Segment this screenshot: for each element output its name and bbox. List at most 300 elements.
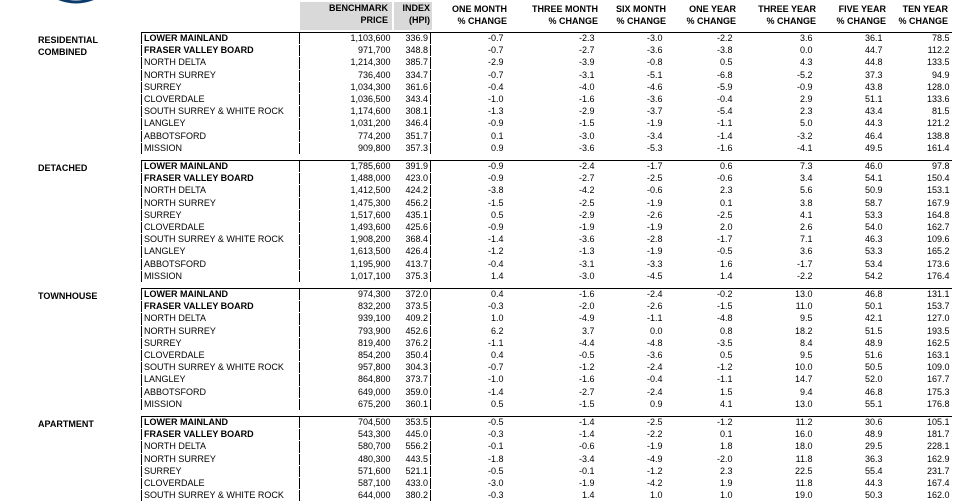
- area-name: CLOVERDALE: [142, 221, 300, 233]
- table-cell: -1.5: [506, 118, 597, 130]
- table-cell: 175.3: [885, 386, 952, 398]
- table-cell: -2.9: [506, 106, 597, 118]
- table-cell: 1,493,600: [300, 221, 393, 233]
- table-cell: 644,000: [300, 490, 393, 502]
- table-cell: 13.0: [735, 289, 815, 301]
- table-cell: 10.0: [735, 362, 815, 374]
- table-cell: 7.1: [735, 234, 815, 246]
- table-cell: 359.0: [393, 386, 431, 398]
- table-cell: -1.0: [431, 93, 506, 105]
- table-row: [142, 106, 952, 118]
- table-cell: -0.4: [431, 258, 506, 270]
- table-cell: 0.1: [665, 197, 735, 209]
- table-cell: 580,700: [300, 441, 393, 453]
- table-cell: 1.4: [506, 490, 597, 502]
- table-cell: 150.4: [885, 173, 952, 185]
- table-cell: 13.0: [735, 398, 815, 410]
- table-cell: 346.4: [393, 118, 431, 130]
- table-cell: -2.8: [597, 234, 665, 246]
- table-cell: 957,800: [300, 362, 393, 374]
- table-cell: -2.0: [506, 301, 597, 313]
- table-row: [142, 398, 952, 410]
- table-cell: -1.4: [431, 234, 506, 246]
- table-cell: -5.2: [735, 69, 815, 81]
- table-cell: -2.2: [735, 270, 815, 282]
- table-cell: -1.7: [735, 258, 815, 270]
- table-cell: 18.2: [735, 325, 815, 337]
- table-cell: -0.3: [431, 429, 506, 441]
- table-cell: 1,908,200: [300, 234, 393, 246]
- table-cell: 1,031,200: [300, 118, 393, 130]
- table-cell: -4.4: [506, 337, 597, 349]
- table-row: [142, 161, 952, 173]
- table-row: [142, 429, 952, 441]
- table-cell: -1.1: [431, 337, 506, 349]
- table-cell: 46.8: [815, 289, 885, 301]
- area-name: MISSION: [142, 270, 300, 282]
- table-cell: 1,517,600: [300, 209, 393, 221]
- table-cell: 228.1: [885, 441, 952, 453]
- table-cell: -0.7: [431, 362, 506, 374]
- table-row: [142, 349, 952, 361]
- table-row: [142, 221, 952, 233]
- table-cell: 167.4: [885, 477, 952, 489]
- table-cell: 2.3: [665, 465, 735, 477]
- table-cell: 131.1: [885, 289, 952, 301]
- table-cell: -0.6: [506, 441, 597, 453]
- table-cell: 9.5: [735, 349, 815, 361]
- table-cell: 456.2: [393, 197, 431, 209]
- table-cell: 109.0: [885, 362, 952, 374]
- table-cell: 3.7: [506, 325, 597, 337]
- table-cell: -3.8: [665, 45, 735, 57]
- table-cell: -5.1: [597, 69, 665, 81]
- section-label: APARTMENT: [38, 419, 94, 429]
- table-cell: 2.3: [735, 106, 815, 118]
- table-cell: 53.3: [815, 246, 885, 258]
- table-cell: -0.3: [431, 490, 506, 502]
- table-cell: 0.6: [665, 161, 735, 173]
- table-cell: -1.8: [431, 453, 506, 465]
- table-cell: 452.6: [393, 325, 431, 337]
- table-cell: 1.4: [431, 270, 506, 282]
- table-cell: 1.0: [431, 313, 506, 325]
- table-cell: 54.1: [815, 173, 885, 185]
- table-cell: 939,100: [300, 313, 393, 325]
- table-cell: -2.7: [506, 386, 597, 398]
- table-cell: 909,800: [300, 142, 393, 154]
- table-cell: 736,400: [300, 69, 393, 81]
- table-cell: 1,412,500: [300, 185, 393, 197]
- table-cell: -2.4: [597, 289, 665, 301]
- table-cell: 51.5: [815, 325, 885, 337]
- table-cell: -1.6: [506, 93, 597, 105]
- table-cell: 0.0: [735, 45, 815, 57]
- table-cell: -0.9: [431, 173, 506, 185]
- table-cell: 50.9: [815, 185, 885, 197]
- table-cell: -2.7: [506, 173, 597, 185]
- table-cell: 385.7: [393, 57, 431, 69]
- table-cell: -1.2: [597, 465, 665, 477]
- table-cell: 3.8: [735, 197, 815, 209]
- table-row: [142, 325, 952, 337]
- table-cell: -4.8: [665, 313, 735, 325]
- table-cell: -0.5: [665, 246, 735, 258]
- area-name: NORTH SURREY: [142, 453, 300, 465]
- table-cell: 3.4: [735, 173, 815, 185]
- table-row: [142, 185, 952, 197]
- table-cell: -4.2: [506, 185, 597, 197]
- table-cell: 373.5: [393, 301, 431, 313]
- table-row: [142, 45, 952, 57]
- table-cell: 55.1: [815, 398, 885, 410]
- table-row: [142, 313, 952, 325]
- table-cell: -0.9: [431, 118, 506, 130]
- table-cell: 181.7: [885, 429, 952, 441]
- table-cell: 51.6: [815, 349, 885, 361]
- table-cell: -0.6: [665, 173, 735, 185]
- table-cell: -1.6: [506, 374, 597, 386]
- table-cell: 1,174,600: [300, 106, 393, 118]
- table-cell: 8.4: [735, 337, 815, 349]
- table-cell: 153.7: [885, 301, 952, 313]
- table-cell: 864,800: [300, 374, 393, 386]
- table-cell: -2.5: [665, 209, 735, 221]
- table-row: [142, 453, 952, 465]
- table-cell: -3.0: [506, 270, 597, 282]
- table-cell: -3.1: [506, 69, 597, 81]
- table-cell: 424.2: [393, 185, 431, 197]
- area-name: MISSION: [142, 142, 300, 154]
- table-cell: 4.1: [665, 398, 735, 410]
- table-cell: -0.2: [665, 289, 735, 301]
- table-cell: 53.3: [815, 209, 885, 221]
- table-cell: 9.4: [735, 386, 815, 398]
- table-cell: 1.0: [665, 490, 735, 502]
- table-cell: -3.6: [597, 45, 665, 57]
- area-name: LOWER MAINLAND: [142, 289, 300, 301]
- col-header-one-year: ONE YEAR % CHANGE: [686, 4, 736, 26]
- table-cell: -3.2: [735, 130, 815, 142]
- benchmark-table: [141, 32, 952, 155]
- table-cell: 571,600: [300, 465, 393, 477]
- table-cell: 1,214,300: [300, 57, 393, 69]
- table-row: [142, 289, 952, 301]
- table-cell: -0.8: [597, 57, 665, 69]
- table-cell: -2.4: [506, 161, 597, 173]
- table-cell: -0.9: [431, 161, 506, 173]
- area-name: SOUTH SURREY & WHITE ROCK: [142, 362, 300, 374]
- area-name: LANGLEY: [142, 246, 300, 258]
- table-cell: 121.2: [885, 118, 952, 130]
- table-row: [142, 258, 952, 270]
- table-cell: 0.9: [597, 398, 665, 410]
- table-cell: 1.9: [665, 477, 735, 489]
- table-cell: -3.0: [431, 477, 506, 489]
- table-cell: -1.6: [665, 142, 735, 154]
- table-cell: -6.8: [665, 69, 735, 81]
- table-cell: -3.0: [597, 33, 665, 45]
- table-row: [142, 374, 952, 386]
- table-cell: -1.2: [665, 362, 735, 374]
- table-cell: 1.8: [665, 441, 735, 453]
- table-cell: -5.4: [665, 106, 735, 118]
- table-cell: 0.5: [665, 57, 735, 69]
- area-name: NORTH DELTA: [142, 57, 300, 69]
- area-name: LOWER MAINLAND: [142, 417, 300, 429]
- table-cell: -0.5: [506, 349, 597, 361]
- table-cell: 231.7: [885, 465, 952, 477]
- table-cell: 1,103,600: [300, 33, 393, 45]
- col-header-three-month: THREE MONTH % CHANGE: [532, 4, 598, 26]
- table-cell: 0.5: [665, 349, 735, 361]
- table-cell: -3.4: [597, 130, 665, 142]
- table-cell: 50.5: [815, 362, 885, 374]
- table-cell: -1.6: [506, 289, 597, 301]
- table-cell: 58.7: [815, 197, 885, 209]
- table-cell: -4.9: [506, 313, 597, 325]
- table-cell: 4.1: [735, 209, 815, 221]
- table-cell: 380.2: [393, 490, 431, 502]
- table-cell: 127.0: [885, 313, 952, 325]
- col-header-three-year: THREE YEAR % CHANGE: [758, 4, 816, 26]
- table-cell: 162.0: [885, 490, 952, 502]
- table-cell: 11.8: [735, 477, 815, 489]
- table-cell: -2.7: [506, 45, 597, 57]
- table-cell: 0.8: [665, 325, 735, 337]
- section-label: RESIDENTIAL COMBINED: [38, 35, 98, 57]
- table-cell: 6.2: [431, 325, 506, 337]
- table-cell: 348.8: [393, 45, 431, 57]
- table-cell: -4.9: [597, 453, 665, 465]
- benchmark-table: [141, 416, 952, 502]
- table-cell: -3.8: [431, 185, 506, 197]
- table-row: [142, 69, 952, 81]
- area-name: SURREY: [142, 209, 300, 221]
- table-cell: 435.1: [393, 209, 431, 221]
- table-cell: 54.0: [815, 221, 885, 233]
- table-cell: 11.2: [735, 417, 815, 429]
- table-cell: 0.5: [431, 209, 506, 221]
- table-cell: 44.3: [815, 477, 885, 489]
- table-cell: 3.6: [735, 246, 815, 258]
- table-cell: 109.6: [885, 234, 952, 246]
- table-row: [142, 386, 952, 398]
- area-name: SURREY: [142, 465, 300, 477]
- table-cell: 22.5: [735, 465, 815, 477]
- table-cell: -1.1: [665, 374, 735, 386]
- area-name: ABBOTSFORD: [142, 130, 300, 142]
- section-label: TOWNHOUSE: [38, 291, 98, 301]
- table-cell: -1.1: [597, 313, 665, 325]
- table-cell: 97.8: [885, 161, 952, 173]
- table-cell: 48.9: [815, 429, 885, 441]
- table-cell: 176.8: [885, 398, 952, 410]
- table-cell: 1,195,900: [300, 258, 393, 270]
- area-name: FRASER VALLEY BOARD: [142, 429, 300, 441]
- table-cell: 425.6: [393, 221, 431, 233]
- table-cell: -1.5: [431, 197, 506, 209]
- table-cell: 433.0: [393, 477, 431, 489]
- table-row: [142, 337, 952, 349]
- table-cell: 0.1: [431, 130, 506, 142]
- table-cell: 112.2: [885, 45, 952, 57]
- table-cell: -2.6: [597, 301, 665, 313]
- table-cell: 3.6: [735, 33, 815, 45]
- table-row: [142, 465, 952, 477]
- table-cell: 353.5: [393, 417, 431, 429]
- table-cell: 351.7: [393, 130, 431, 142]
- table-cell: -3.7: [597, 106, 665, 118]
- table-cell: 18.0: [735, 441, 815, 453]
- table-row: [142, 270, 952, 282]
- table-cell: 167.9: [885, 197, 952, 209]
- table-cell: -1.2: [506, 362, 597, 374]
- table-cell: -1.2: [431, 246, 506, 258]
- table-cell: 2.0: [665, 221, 735, 233]
- table-cell: 0.4: [431, 349, 506, 361]
- area-name: CLOVERDALE: [142, 93, 300, 105]
- table-cell: -2.3: [506, 33, 597, 45]
- table-cell: -3.9: [506, 57, 597, 69]
- table-cell: 43.8: [815, 81, 885, 93]
- table-cell: -2.0: [665, 453, 735, 465]
- table-cell: 1.5: [665, 386, 735, 398]
- area-name: FRASER VALLEY BOARD: [142, 301, 300, 313]
- table-cell: -0.4: [431, 81, 506, 93]
- table-cell: 162.7: [885, 221, 952, 233]
- table-cell: 556.2: [393, 441, 431, 453]
- table-row: [142, 209, 952, 221]
- table-cell: 167.7: [885, 374, 952, 386]
- col-header-one-month: ONE MONTH % CHANGE: [452, 4, 507, 26]
- table-row: [142, 441, 952, 453]
- area-name: LOWER MAINLAND: [142, 161, 300, 173]
- table-cell: -0.4: [665, 93, 735, 105]
- table-cell: 375.3: [393, 270, 431, 282]
- table-cell: 9.5: [735, 313, 815, 325]
- table-cell: 543,300: [300, 429, 393, 441]
- table-cell: -2.4: [597, 386, 665, 398]
- area-name: SURREY: [142, 81, 300, 93]
- table-cell: 105.1: [885, 417, 952, 429]
- table-cell: 48.9: [815, 337, 885, 349]
- column-header-row: [0, 2, 980, 30]
- table-cell: 78.5: [885, 33, 952, 45]
- table-cell: -0.5: [431, 417, 506, 429]
- table-cell: 46.3: [815, 234, 885, 246]
- table-cell: 162.9: [885, 453, 952, 465]
- table-cell: -1.9: [597, 441, 665, 453]
- table-cell: 1,034,300: [300, 81, 393, 93]
- table-cell: 1,613,500: [300, 246, 393, 258]
- table-cell: 304.3: [393, 362, 431, 374]
- table-cell: 2.3: [665, 185, 735, 197]
- area-name: SOUTH SURREY & WHITE ROCK: [142, 490, 300, 502]
- table-cell: 1,488,000: [300, 173, 393, 185]
- table-cell: 36.1: [815, 33, 885, 45]
- table-cell: -1.9: [597, 246, 665, 258]
- table-cell: 480,300: [300, 453, 393, 465]
- table-cell: -1.9: [506, 221, 597, 233]
- table-cell: 0.4: [431, 289, 506, 301]
- area-name: ABBOTSFORD: [142, 258, 300, 270]
- table-cell: 0.5: [431, 398, 506, 410]
- table-cell: 1,036,500: [300, 93, 393, 105]
- table-cell: -4.2: [597, 477, 665, 489]
- table-cell: 854,200: [300, 349, 393, 361]
- table-cell: 1,017,100: [300, 270, 393, 282]
- table-cell: -1.4: [506, 417, 597, 429]
- table-cell: 11.8: [735, 453, 815, 465]
- table-row: [142, 93, 952, 105]
- table-cell: -0.6: [597, 185, 665, 197]
- table-row: [142, 130, 952, 142]
- table-row: [142, 33, 952, 45]
- table-cell: 53.4: [815, 258, 885, 270]
- table-cell: 54.2: [815, 270, 885, 282]
- table-cell: -2.9: [431, 57, 506, 69]
- table-cell: -3.6: [506, 234, 597, 246]
- table-cell: -3.4: [506, 453, 597, 465]
- table-cell: -1.5: [506, 398, 597, 410]
- table-cell: -4.5: [597, 270, 665, 282]
- table-cell: -4.6: [597, 81, 665, 93]
- table-cell: 4.3: [735, 57, 815, 69]
- table-cell: 372.0: [393, 289, 431, 301]
- table-cell: 445.0: [393, 429, 431, 441]
- table-cell: -3.1: [506, 258, 597, 270]
- table-cell: 44.7: [815, 45, 885, 57]
- table-cell: 52.0: [815, 374, 885, 386]
- benchmark-table: [141, 160, 952, 283]
- table-cell: -1.4: [506, 429, 597, 441]
- table-cell: 1.0: [597, 490, 665, 502]
- area-name: SOUTH SURREY & WHITE ROCK: [142, 234, 300, 246]
- table-cell: -2.9: [506, 209, 597, 221]
- table-cell: -0.9: [431, 221, 506, 233]
- table-cell: 161.4: [885, 142, 952, 154]
- table-cell: -1.2: [665, 417, 735, 429]
- table-cell: 360.1: [393, 398, 431, 410]
- table-cell: 587,100: [300, 477, 393, 489]
- table-cell: 0.0: [597, 325, 665, 337]
- table-cell: 46.0: [815, 161, 885, 173]
- table-cell: -1.7: [665, 234, 735, 246]
- table-cell: 163.1: [885, 349, 952, 361]
- table-row: [142, 246, 952, 258]
- table-cell: -0.5: [431, 465, 506, 477]
- table-cell: -1.5: [665, 301, 735, 313]
- table-cell: 36.3: [815, 453, 885, 465]
- table-cell: 1.4: [665, 270, 735, 282]
- table-cell: -0.7: [431, 69, 506, 81]
- table-cell: -5.3: [597, 142, 665, 154]
- table-cell: 704,500: [300, 417, 393, 429]
- table-cell: -1.3: [506, 246, 597, 258]
- table-cell: 133.6: [885, 93, 952, 105]
- table-row: [142, 234, 952, 246]
- col-header-index-hpi: INDEX (HPI): [394, 2, 432, 30]
- table-cell: -3.5: [665, 337, 735, 349]
- table-cell: 373.7: [393, 374, 431, 386]
- area-name: NORTH SURREY: [142, 325, 300, 337]
- table-cell: 361.6: [393, 81, 431, 93]
- table-cell: -1.9: [506, 477, 597, 489]
- table-cell: -1.9: [597, 221, 665, 233]
- table-row: [142, 477, 952, 489]
- table-cell: 44.8: [815, 57, 885, 69]
